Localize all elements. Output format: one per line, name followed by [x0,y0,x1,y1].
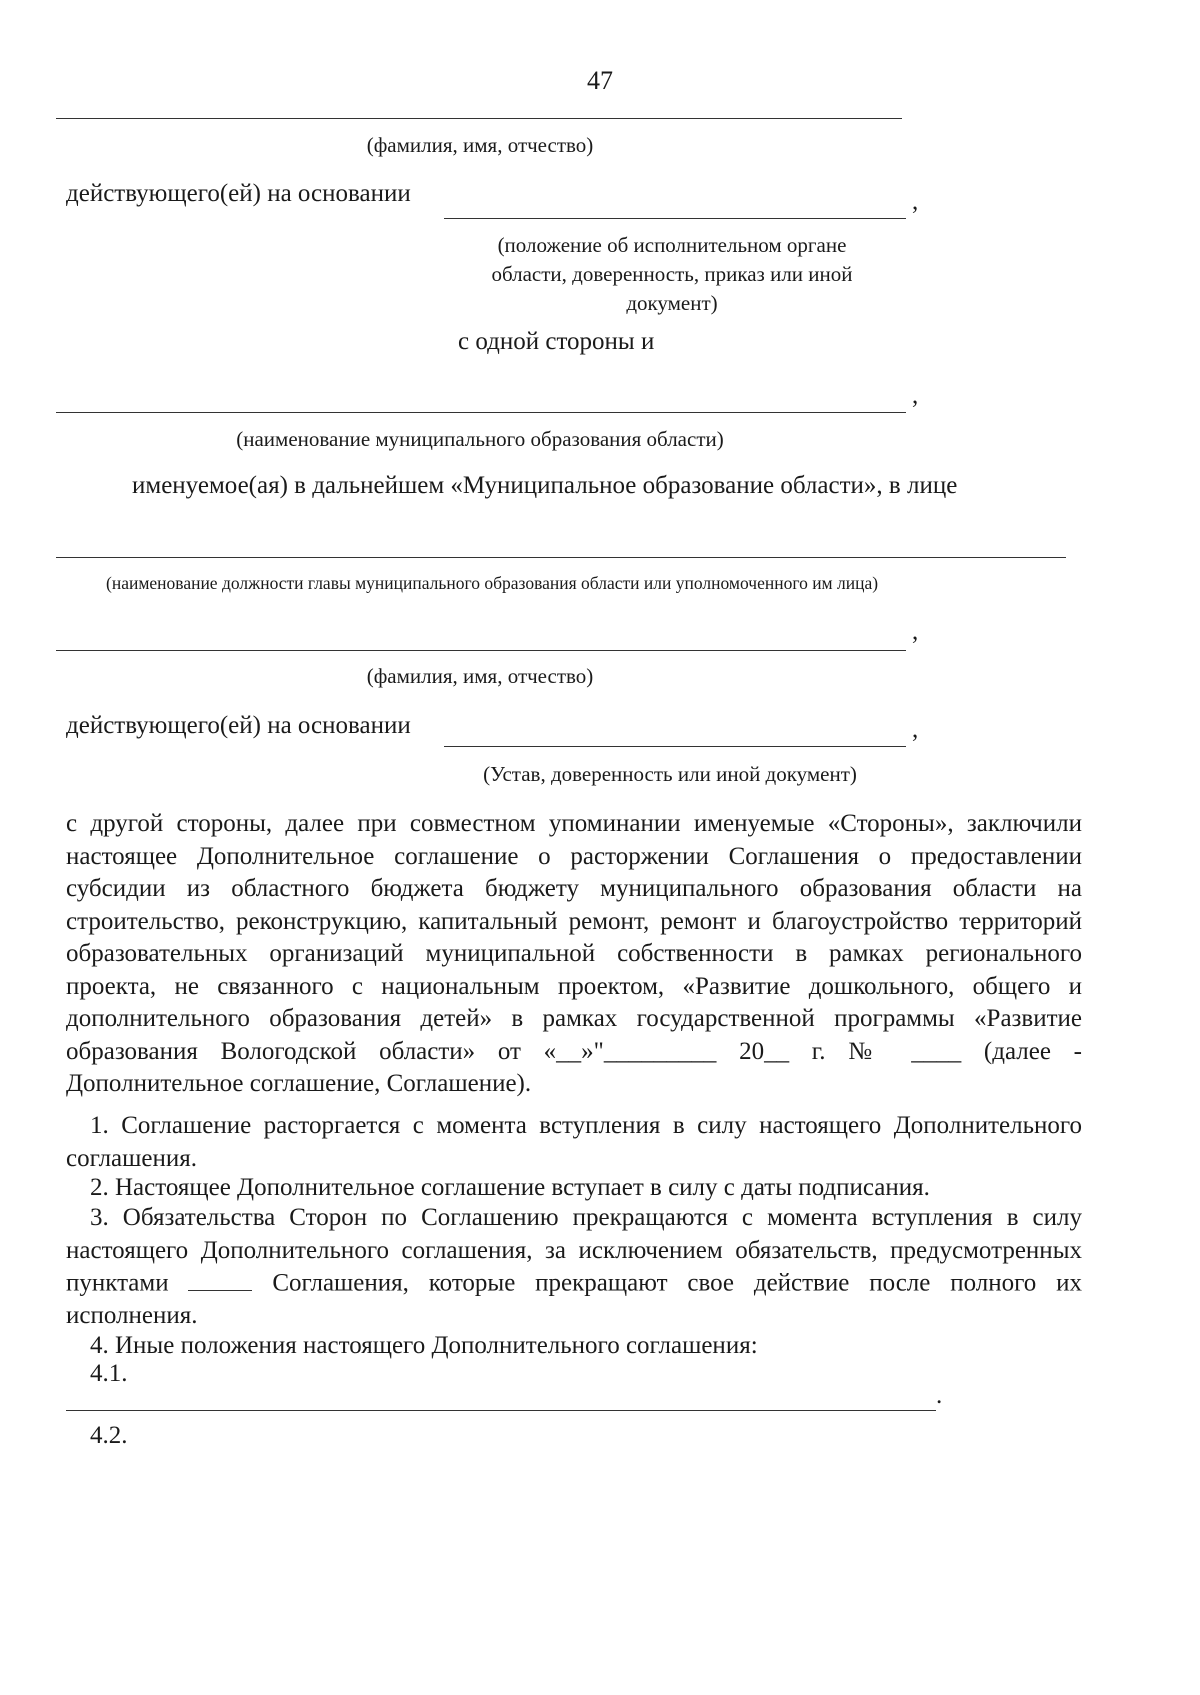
acting-basis-label-1: действующего(ей) на основании [66,180,411,207]
comma-1: , [912,188,919,215]
basis-line-1[interactable] [444,218,906,219]
municipality-caption: (наименование муниципального образования области) [236,427,724,451]
comma-2: , [912,382,919,409]
basis-caption-2: (Устав, доверенность или иной документ) [483,762,857,786]
comma-3: , [912,618,919,645]
fio-caption-2: (фамилия, имя, отчество) [366,664,594,688]
intro-paragraph: с другой стороны, далее при совместном упоминании именуемые «Стороны», заключили настоящее Дополнительное соглашение о расторжении Соглашения о предоставлении субсидии из областного бюджета бюджету муниципального образования области на строительство, реконструкцию, капитальный ремонт, ремонт и благоустройство территорий образовательных организаций муниципальной собственности в рамках регионального проекта, не связанного с национальным проектом, «Развитие дошкольного, общего и дополнительного образования детей» в рамках государственной программы «Развитие образования Вологодской области» от «__»"_________ 20__ г. № ____ (далее - Дополнительное соглашение, Соглашение). [66,810,1082,1097]
named-as-text: именуемое(ая) в дальнейшем «Муниципальное образование области», в лице [132,472,958,499]
acting-basis-label-2: действующего(ей) на основании [66,712,411,739]
basis-line-2[interactable] [444,746,906,747]
fio-caption-1: (фамилия, имя, отчество) [366,133,594,157]
item-3-blank[interactable] [188,1267,252,1291]
item-4-2-label: 4.2. [90,1422,128,1449]
item-1-text: 1. Соглашение расторгается с момента вступления в силу настоящего Дополнительного соглашения. [66,1112,1082,1172]
item-4-1-period: . [936,1382,943,1409]
item-4 [66,1330,1082,1363]
one-side-label: с одной стороны и [458,328,655,355]
municipality-line[interactable] [56,412,906,413]
item-3-text-b: Соглашения, которые прекращают свое действие после полного их исполнения. [66,1269,1082,1329]
item-4-1-label: 4.1. [90,1360,128,1387]
item-4-text: 4. Иные положения настоящего Дополнительного соглашения: [90,1332,758,1359]
item-2 [66,1172,1082,1205]
page-number: 47 [587,66,613,95]
head-position-line[interactable] [56,557,1066,558]
item-3 [66,1202,1082,1333]
comma-4: , [912,716,919,743]
item-4-1-line[interactable] [66,1410,936,1411]
fio-line-1[interactable] [56,118,902,119]
basis-caption-1: (положение об исполнительном органе области, доверенность, приказ или иной документ) [491,233,853,315]
item-2-text: 2. Настоящее Дополнительное соглашение вступает в силу с даты подписания. [90,1174,930,1201]
head-position-caption: (наименование должности главы муниципального образования области или уполномоченного им лица) [106,573,879,593]
fio-line-2[interactable] [56,650,906,651]
item-3-text-a: 3. Обязательства Сторон по Соглашению прекращаются с момента вступления в силу настоящего Дополнительного соглашения, за исключением обязательств, предусмотренных пунктами [66,1204,1082,1297]
item-1 [66,1110,1082,1175]
